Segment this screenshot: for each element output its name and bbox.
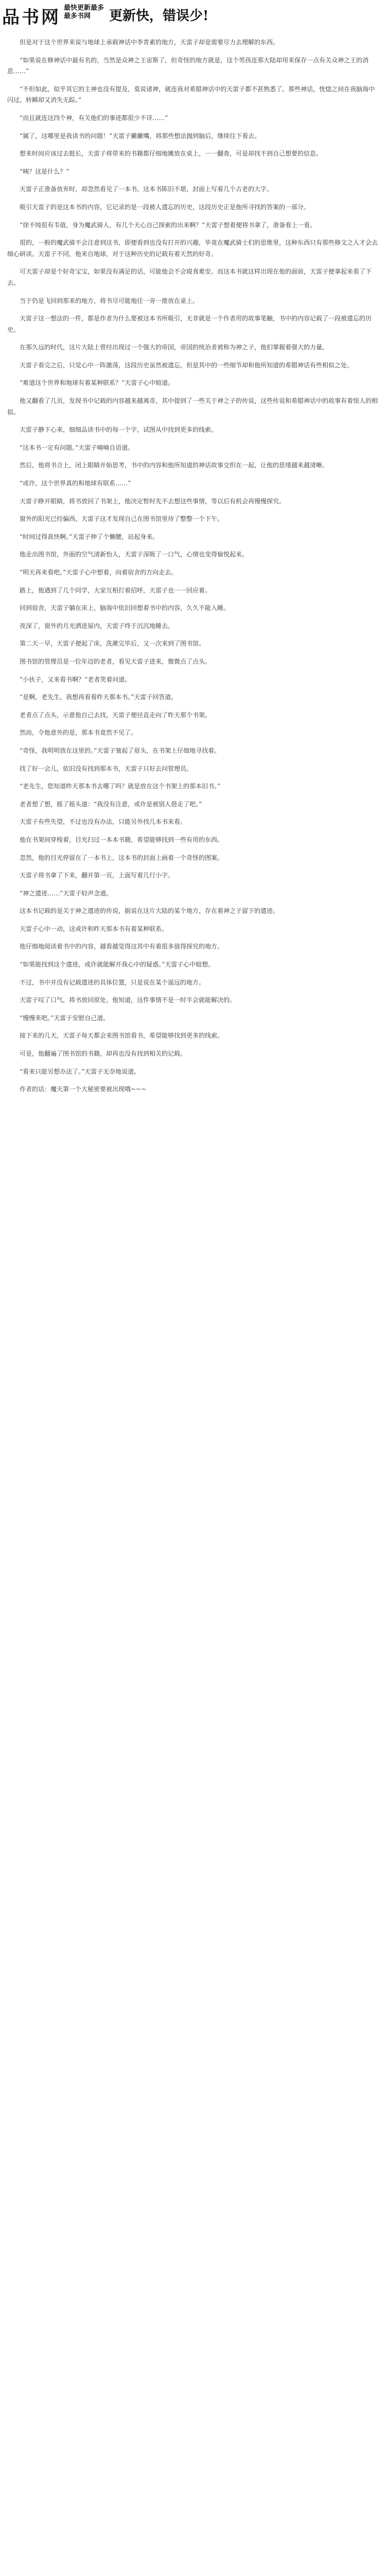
chapter-paragraph: 他又翻看了几页，发现书中记载的内容越来越离奇，其中提到了一些关于神之子的传说，这些传说和希腊神话中的故事有着惊人的相似。 <box>7 397 378 416</box>
slogan-line-1: 最快更新最多 <box>64 4 104 12</box>
site-tagline: 更新快，错误少! <box>109 8 209 24</box>
chapter-paragraph: 天雷子这一想法的一件，都是作者为什么要被这本书所吸引，无非就是一个作者用的故事笔触，书中的内容记载了一段被遗忘的历史。 <box>7 315 372 333</box>
chapter-paragraph: 图书馆的管理员是一位年迈的老者，看见天雷子进来，微微点了点头。 <box>20 657 212 665</box>
chapter-paragraph: 天雷子心中一动，这或许和昨天那本书有着某种联系。 <box>20 925 168 933</box>
chapter-paragraph: “难道这个世界和地球有着某种联系？”天雷子心中暗道。 <box>20 379 174 387</box>
chapter-paragraph: 夜深了，窗外的月光洒进屋内，天雷子终于沉沉地睡去。 <box>20 622 174 630</box>
chapter-paragraph: 在那久远的时代，这片大陆上曾经出现过一个强大的帝国，帝国的统治者被称为神之子，他们掌握着强大的力量。 <box>20 344 329 351</box>
chapter-paragraph: 窗外的阳光已经偏西，天雷子这才发现自己在图书馆里待了整整一个下午。 <box>20 515 224 523</box>
chapter-paragraph: 天雷子睁开眼睛，将书放回了书架上，他决定暂时先不去想这些事情，等以后有机会再慢慢探究。 <box>20 497 286 505</box>
chapter-paragraph: 可是，他翻遍了图书馆的书籍，却再也没有找到相关的记载。 <box>20 1050 187 1058</box>
chapter-paragraph: “时间过得真快啊。”天雷子伸了个懒腰，站起身来。 <box>20 533 159 540</box>
chapter-paragraph: “如果说在修神话中最有名的，当然是众神之王宙斯了，但奇怪的地方就是，这个男孩连那大陆却用来保存一点有关众神之王的消息……” <box>7 56 369 75</box>
chapter-paragraph: 但是对于这个世界来说与地球上承载神话中李青素的地方，天雷子却是需要尽力去理解的东西。 <box>20 39 279 46</box>
site-logo[interactable]: 品书网 <box>2 7 61 28</box>
chapter-paragraph: 忽然，他的目光停留在了一本书上，这本书的封面上画着一个奇怪的图案。 <box>20 854 224 861</box>
chapter-paragraph: 天雷子有些失望，不过也没有办法，只能另外找几本书来看。 <box>20 818 187 826</box>
chapter-paragraph: 路上，他遇到了几个同学，大家互相打着招呼，天雷子也一一回应着。 <box>20 586 212 594</box>
chapter-paragraph: 天雷子将书拿了下来，翻开第一页，上面写着几行小字。 <box>20 872 174 879</box>
chapter-paragraph: 想来时间应该过去挺长，天雷子将带来的书籍都仔细地摊放在桌上，一一翻查，可是却找不到自己想要的信息。 <box>20 150 323 158</box>
chapter-paragraph: “如果能找到这个遗迹，或许就能解开我心中的疑惑。”天雷子心中暗想。 <box>20 961 215 969</box>
chapter-content <box>0 37 386 2576</box>
chapter-paragraph: 老者点了点头，示意他自己去找，天雷子便径直走向了昨天那个书架。 <box>20 711 212 719</box>
chapter-paragraph: 找了好一会儿，依旧没有找到那本书，天雷子只好去问管理员。 <box>20 765 193 772</box>
chapter-paragraph: “小伙子，又来看书啊？”老者笑着问道。 <box>20 675 131 683</box>
chapter-paragraph: 老者想了想，摇了摇头道：“我没有注意，或许是被别人借走了吧。” <box>20 800 202 808</box>
chapter-paragraph: “这本书一定有问题。”天雷子喃喃自语道。 <box>20 444 134 451</box>
chapter-paragraph: 接下来的几天，天雷子每天都会来图书馆看书，希望能够找到更多的线索。 <box>20 1032 224 1040</box>
chapter-paragraph: “不但如此，似乎其它的主神也没有提及，莫说诸神，就连我对希腊神话中的天雷子都不甚熟悉了。那些神话，恍惚之间在我脑海中闪过，转瞬却又消失无踪。” <box>7 85 375 104</box>
chapter-paragraph: 不过，书中并没有记载遗迹的具体位置，只是说在某个遥远的地方。 <box>20 978 205 986</box>
chapter-paragraph: 当于仍是飞回到那来的地方，将书尽可能地往一旁一推放在桌上。 <box>20 297 199 304</box>
chapter-paragraph: 吸引天雷子的是这本书的内容，它记录的是一段被人遗忘的历史，这段历史正是他所寻找的答案的一部分。 <box>20 203 310 211</box>
chapter-paragraph: 他走出图书馆，外面的空气清新怡人，天雷子深吸了一口气，心情也变得愉悦起来。 <box>20 551 249 558</box>
chapter-paragraph: 作者的话：魔天第一个大秘密要被出现哦~~~ <box>20 1086 147 1093</box>
chapter-paragraph: “咦？这是什么？” <box>20 167 69 175</box>
slogan-line-2: 最多书网 <box>64 12 91 20</box>
chapter-paragraph: 这本书记载的是关于神之遗迹的传说，据说在这片大陆的某个地方，存在着神之子留下的遗迹。 <box>20 907 279 915</box>
chapter-paragraph: 然后，他将书合上，闭上眼睛开始思考，书中的内容和他所知道的神话故事交织在一起，让他的思绪越来越清晰。 <box>20 462 329 469</box>
site-slogan <box>64 4 104 21</box>
chapter-paragraph: “看来只能另想办法了。”天雷子无奈地说道。 <box>20 1067 141 1075</box>
chapter-paragraph: “老先生，您知道昨天那本书去哪了吗？就是放在这个书架上的那本旧书。” <box>20 783 221 790</box>
chapter-paragraph: “或许，这个世界真的和地球有联系……” <box>20 480 131 487</box>
chapter-paragraph: “而且就连这四个神，有关他们的事迹都很少不详……” <box>20 114 168 122</box>
chapter-paragraph: 天雷子静下心来，细细品读书中的每一个字，试图从中找到更多的线索。 <box>20 426 218 434</box>
chapter-paragraph: “属了，这哪里是我读书的问题！”天雷子撇撇嘴，将那些想法抛到脑后，继续往下看去。 <box>20 132 261 140</box>
chapter-paragraph: 他在书架间穿梭着，目光扫过一本本书籍，希望能够找到一些有用的东西。 <box>20 836 224 843</box>
site-header <box>0 0 386 37</box>
chapter-paragraph: 然而，令他意外的是，那本书竟然不见了。 <box>20 729 137 737</box>
chapter-paragraph: 回到宿舍，天雷子躺在床上，脑海中依旧回想着书中的内容，久久不能入睡。 <box>20 604 230 612</box>
chapter-paragraph: 天雷子正准备放弃时，却忽然看见了一本书，这本书陈旧不堪，封面上写着几个古老的大字。 <box>20 185 273 193</box>
chapter-paragraph: 第二天一早，天雷子便起了床，洗漱完毕后，又一次来到了图书馆。 <box>20 640 205 648</box>
chapter-paragraph: “是啊，老先生，我想再看看昨天那本书。”天雷子回答道。 <box>20 693 178 701</box>
chapter-paragraph: “神之遗迹……”天雷子轻声念道。 <box>20 889 113 897</box>
chapter-paragraph: “徐不纯很有韦值，身为魔武骑人，有几个天心自己探索的出来啊？”天雷子想着便将书拿了，准备看上一看。 <box>20 221 317 229</box>
chapter-paragraph: 天雷子叹了口气，将书放回原处，他知道，这件事情不是一时半会就能解决的。 <box>20 996 236 1004</box>
chapter-paragraph: 天雷子看完之后，只觉心中一阵激荡，这段历史虽然被遗忘，但是其中的一些细节却和他所知道的希腊神话有些相似之处。 <box>20 361 354 369</box>
chapter-paragraph: 他仔细地阅读着书中的内容，越看越觉得这其中有着很多值得探究的地方。 <box>20 943 224 951</box>
chapter-paragraph: “明天再来看吧。”天雷子心中想着，向着宿舍的方向走去。 <box>20 569 178 576</box>
chapter-paragraph: “慢慢来吧。”天雷子安慰自己道。 <box>20 1014 110 1022</box>
chapter-paragraph: 可天雷子却是个好奇宝宝，如果没有满足的话，可能他会不会寝食难安。而这本书就这样出现在他的面前，天雷子便拿起来看了下去。 <box>7 268 372 286</box>
chapter-paragraph: 很的，一般的魔武骑不会注意到这书，即便看到也没有打开的兴趣，毕竟在魔武骑士们的思维里，这种东西只有那些修文之人才会去细心研读。天雷子不同，他来自地球，对于这种历史的记载有着天然的好奇。 <box>7 239 378 258</box>
chapter-paragraph: “奇怪，我明明放在这里的。”天雷子皱起了眉头，在书架上仔细地寻找着。 <box>20 747 221 754</box>
